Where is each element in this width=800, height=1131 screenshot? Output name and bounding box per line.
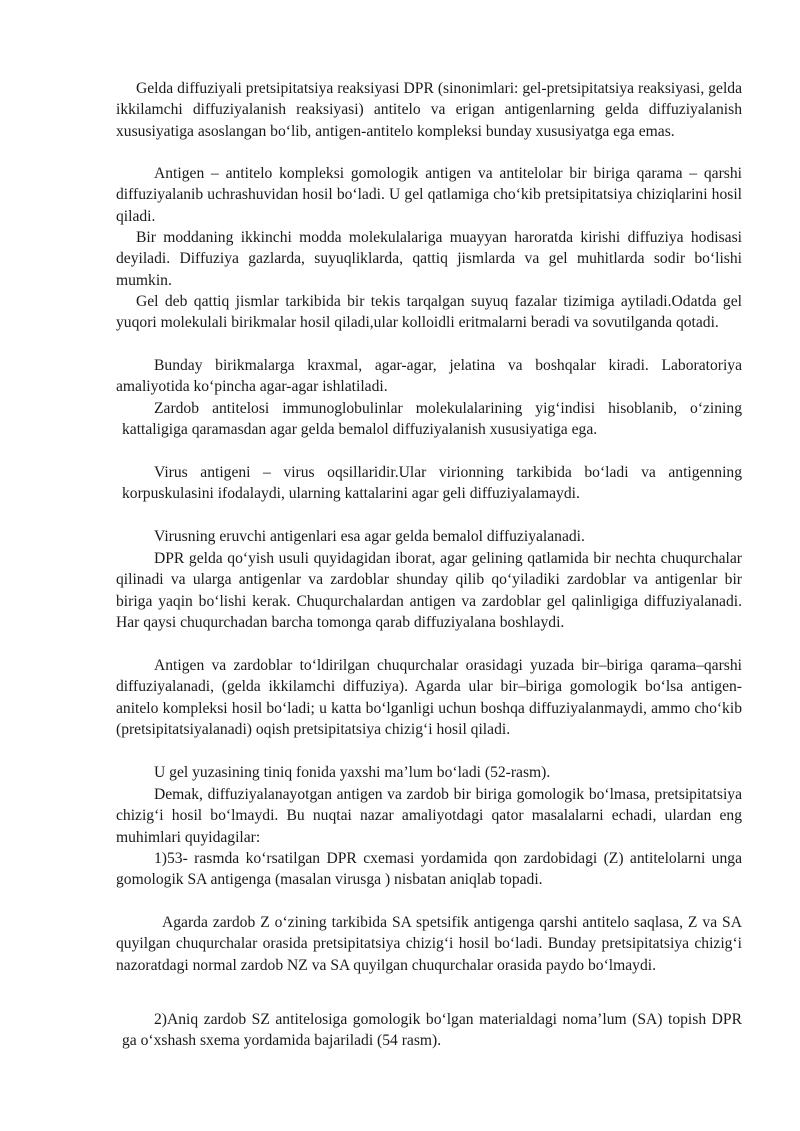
paragraph-6: Zardob antitelosi immunoglobulinlar molekulalarining yigʻindisi hisoblanib, oʻzining kattaligiga qaramasdan agar gelda bemalol diffuziyalanish xususiyatiga ega.: [122, 400, 742, 439]
paragraph-1: Gelda diffuziyali pretsipitatsiya reaksiyasi DPR (sinonimlari: gel-pretsipitatsiya reaksiyasi, gelda ikkilamchi diffuziyalanish reaksiyasi) antitelo va erigan antigenlarning gelda diffuziyalanish xususiyatiga asoslangan boʻlib, antigen-antitelo kompleksi bunday xususiyatga ega emas.: [116, 80, 742, 140]
paragraph-12: Demak, diffuziyalanayotgan antigen va zardob bir biriga gomologik boʻlmasa, pretsipitatsiya chizigʻi hosil boʻlmaydi. Bu nuqtai nazar amaliyotdagi qator masalalarni echadi, ulardan eng muhimlari quyidagilar:: [116, 786, 742, 846]
paragraph-3: Bir moddaning ikkinchi modda molekulalariga muayyan haroratda kirishi diffuziya hodisasi deyiladi. Diffuziya gazlarda, suyuqliklarda, qattiq jismlarda va gel muhitlarda sodir boʻlishi mumkin.: [116, 229, 742, 289]
paragraph-4: Gel deb qattiq jismlar tarkibida bir tekis tarqalgan suyuq fazalar tizimiga aytiladi.Odatda gel yuqori molekulali birikmalar hosil qiladi,ular kolloidli eritmalarni beradi va sovutilganda qotadi.: [116, 293, 742, 332]
paragraph-13: 1)53- rasmda koʻrsatilgan DPR cxemasi yordamida qon zardobidagi (Z) antitelolarni unga gomologik SA antigenga (masalan virusga ) nisbatan aniqlab topadi.: [116, 850, 742, 889]
paragraph-7: Virus antigeni – virus oqsillaridir.Ular virionning tarkibida boʻladi va antigenning korpuskulasini ifodalaydi, ularning kattalarini agar geli diffuziyalamaydi.: [122, 464, 742, 503]
paragraph-11: U gel yuzasining tiniq fonida yaxshi maʼlum boʻladi (52-rasm).: [154, 764, 551, 781]
paragraph-2: Antigen – antitelo kompleksi gomologik antigen va antitelolar bir biriga qarama – qarshi diffuziyalanib uchrashuvidan hosil boʻladi. U gel qatlamiga choʻkib pretsipitatsiya chiziqlarini hosil qiladi.: [116, 165, 742, 225]
paragraph-9: DPR gelda qoʻyish usuli quyidagidan iborat, agar gelining qatlamida bir nechta chuqurchalar qilinadi va ularga antigenlar va zardoblar shunday qilib qoʻyiladiki zardoblar va antigenlar bir biriga yaqin boʻlishi kerak. Chuqurchalardan antigen va zardoblar gel qalinligiga diffuziyalanadi. Har qaysi chuqurchadan barcha tomonga qarab diffuziyalana boshlaydi.: [116, 550, 742, 632]
paragraph-5: Bunday birikmalarga kraxmal, agar-agar, jelatina va boshqalar kiradi. Laboratoriya amaliyotida koʻpincha agar-agar ishlatiladi.: [116, 357, 742, 396]
paragraph-14: Agarda zardob Z oʻzining tarkibida SA spetsifik antigenga qarshi antitelo saqlasa, Z va SA quyilgan chuqurchalar orasida pretsipitatsiya chizigʻi hosil boʻladi. Bunday pretsipitatsiya chizigʻi nazoratdagi normal zardob NZ va SA quyilgan chuqurchalar orasida paydo boʻlmaydi.: [116, 914, 742, 974]
paragraph-8: Virusning eruvchi antigenlari esa agar gelda bemalol diffuziyalanadi.: [154, 528, 585, 545]
paragraph-15: 2)Aniq zardob SZ antitelosiga gomologik boʻlgan materialdagi nomaʼlum (SA) topish DPR ga oʻxshash sxema yordamida bajariladi (54 rasm).: [122, 1011, 742, 1050]
paragraph-10: Antigen va zardoblar toʻldirilgan chuqurchalar orasidagi yuzada bir–biriga qarama–qarshi diffuziyalanadi, (gelda ikkilamchi diffuziya). Agarda ular bir–biriga gomologik boʻlsa antigen- anitelo kompleksi hosil boʻladi; u katta boʻlganligi uchun boshqa diffuziyalanmaydi, ammo choʻkib (pretsipitatsiyalanadi) oqish pretsipitatsiya chizigʻi hosil qiladi.: [116, 657, 742, 739]
